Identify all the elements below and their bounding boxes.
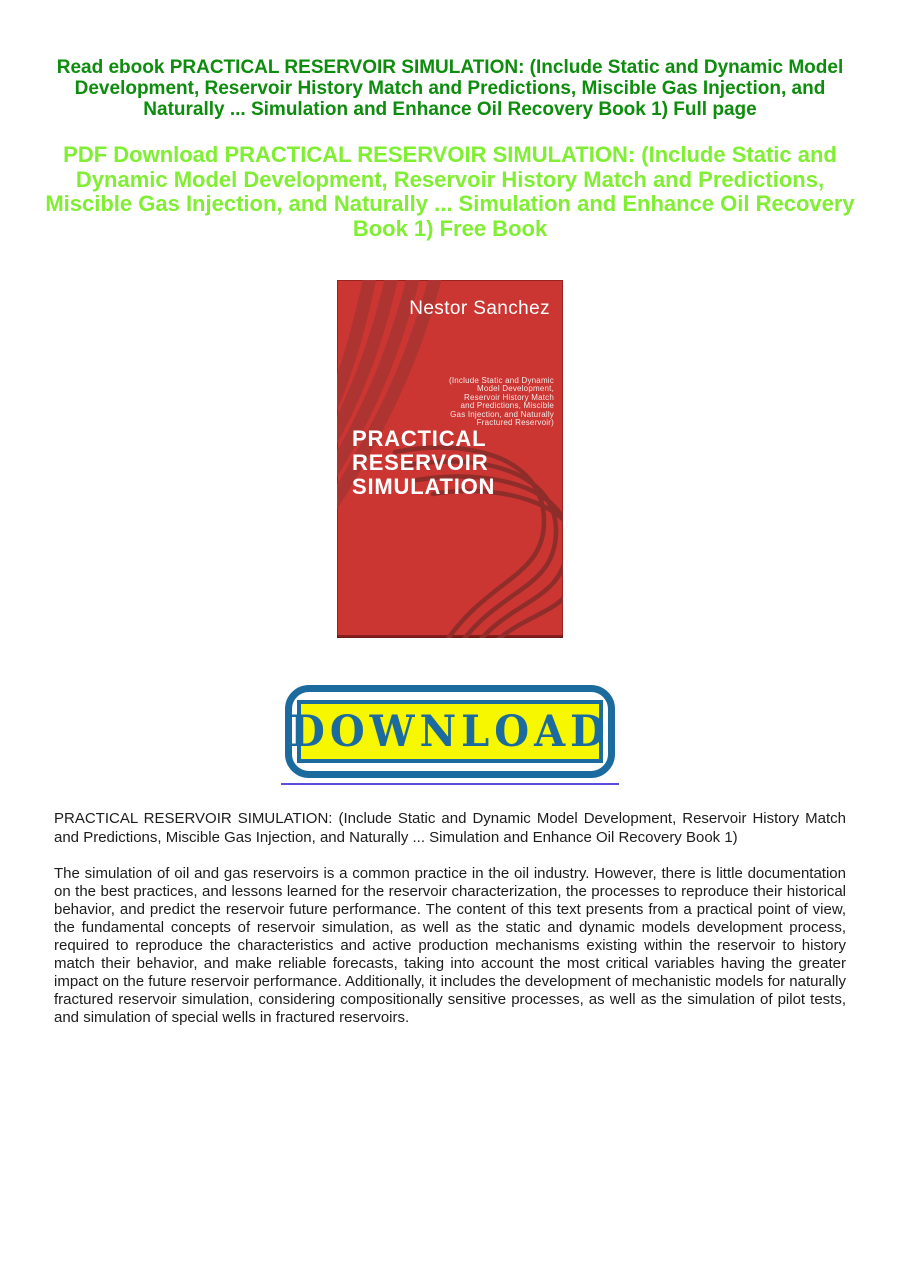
cover-subtitle-line: Model Development, <box>477 384 554 394</box>
book-description-paragraph: The simulation of oil and gas reservoirs is a common practice in the oil industry. However, there is little documentation on the best practices, and lessons learned for the reservoir characterization, the processes to reproduce their historical behavior, and predict the reservoir future performance. The content of this text presents from a practical point of view, the fundamental concepts of reservoir simulation, as well as the static and dynamic models development process, required to reproduce the characteristics and active production mechanisms existing within the reservoir to history match their behavior, and make reliable forecasts, taking into account the most critical variables having the greater impact on the future reservoir performance. Additionally, it includes the development of mechanistic models for naturally fractured reservoir simulation, considering compositionally sensitive processes, as well as the simulation of pilot tests, and simulation of special wells in fractured reservoirs. <box>54 864 846 1026</box>
cover-subtitle-line: Reservoir History Match <box>464 392 554 402</box>
download-link-underline <box>281 783 619 785</box>
cover-title-line: PRACTICAL <box>352 426 487 451</box>
cover-title <box>352 427 495 499</box>
download-button-label: DOWNLOAD <box>290 705 610 757</box>
cover-title-line: RESERVOIR <box>352 450 489 475</box>
book-cover-image <box>337 280 563 638</box>
download-button-inner <box>290 700 610 763</box>
cover-subtitle <box>394 377 554 427</box>
cover-author: Nestor Sanchez <box>409 298 550 319</box>
cover-title-line: SIMULATION <box>352 474 496 499</box>
cover-subtitle-line: Fractured Reservoir) <box>476 418 554 428</box>
cover-subtitle-line: Gas Injection, and Naturally <box>450 409 554 419</box>
page-title: Read ebook PRACTICAL RESERVOIR SIMULATION: (Include Static and Dynamic Model Development, Reservoir History Match and Predictions, Miscible Gas Injection, and Naturally ... Simulation and Enhance Oil Recovery Book 1) Full page <box>56 57 844 120</box>
cover-subtitle-line: and Predictions, Miscible <box>460 401 554 411</box>
cover-subtitle-line: (Include Static and Dynamic <box>448 376 554 385</box>
download-button[interactable] <box>285 685 615 778</box>
pdf-download-heading: PDF Download PRACTICAL RESERVOIR SIMULATION: (Include Static and Dynamic Model Development, Reservoir History Match and Predictions, Miscible Gas Injection, and Naturally ... Simulation and Enhance Oil Recovery Book 1) Free Book <box>45 142 855 241</box>
book-title-paragraph: PRACTICAL RESERVOIR SIMULATION: (Include Static and Dynamic Model Development, Reservoir History Match and Predictions, Miscible Gas Injection, and Naturally ... Simulation and Enhance Oil Recovery Book 1) <box>54 810 846 847</box>
